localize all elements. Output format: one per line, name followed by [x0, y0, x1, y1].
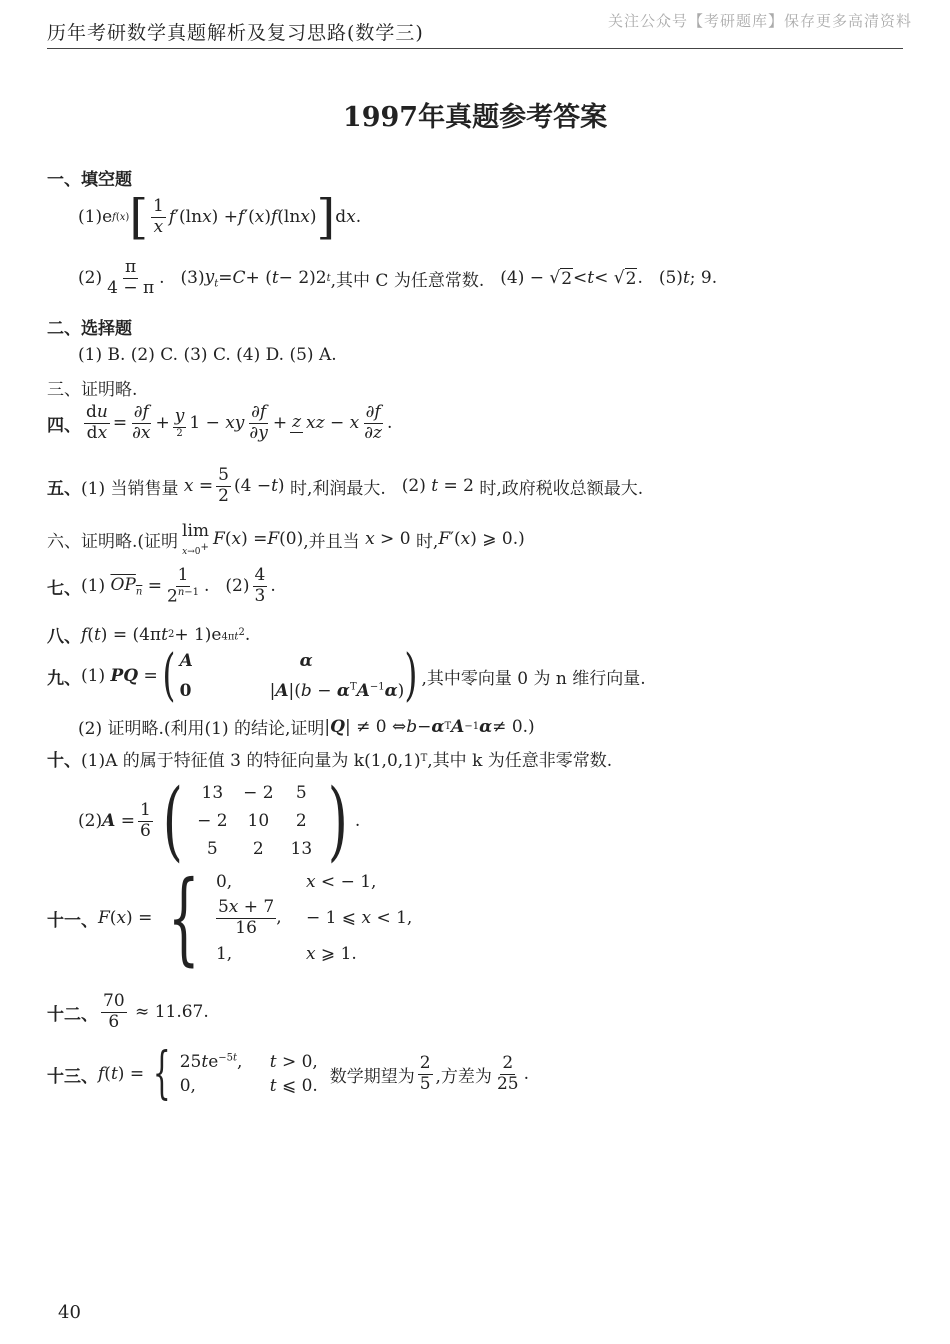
answer-1-2-5: (2) $\frac{\pi}{4 - \pi}$ . (3) $y_t$ = C + ( t − 2)2 t ,其中 C 为任意常数. (4) − √ 2 < t < √ 2 . (5) t ; 9. — [78, 257, 718, 298]
answer-10-2: (2) A = $\frac{1}{6}$ ( 13 − 2 5 − 2 10 2 5 2 13 ) . — [78, 771, 361, 871]
answer-12: 十二、 $\frac{70}{6}$ ≈ 11.67. — [47, 991, 209, 1032]
answer-2: (1) B. (2) C. (3) C. (4) D. (5) A. — [78, 345, 337, 365]
answer-9-1: 九、 (1) PQ = ( A α 0 $|A|(b - \alpha^TA^{-1}\alpha)$ ) ,其中零向量 0 为 n 维行向量. — [47, 643, 646, 708]
answer-10-1: 十、 (1)A 的属于特征值 3 的特征向量为 k(1,0,1) T ,其中 k 为任意非零常数. — [47, 751, 613, 771]
answer-7: 七、 (1) $OP_n$ = $\frac{1}{2^{n-1}}$ . (2) $\frac{4}{3}$ . — [47, 565, 276, 607]
page-number: 40 — [58, 1302, 81, 1323]
watermark-text: 关注公众号【考研题库】保存更多高清资料 — [607, 12, 912, 30]
answer-8: 八、 f ( t ) = (4π t 2 + 1)e $4\pi t^2$ . — [47, 624, 251, 647]
answer-1-1: (1)e f(x) [ $\frac{1}{x}$ f ′(ln x ) + f ′( x ) f (ln x ) ] d x . — [78, 189, 362, 245]
header-divider — [47, 48, 903, 49]
section-2-heading: 二、选择题 — [47, 319, 132, 339]
answer-11: 十一、 F ( x ) = { 0, x < − 1, $\frac{5x + 7}{16}$ , − 1 ⩽ x < 1, 1, x ⩾ 1. — [47, 859, 413, 976]
answer-13: 十三、 f ( t ) = { $25te^{-5t}$, t > 0, 0, t ⩽ 0. 数学期望为 $\frac{2}{5}$ ,方差为 $\frac{2}{25}$ . — [47, 1041, 529, 1106]
section-1-heading: 一、填空题 — [47, 170, 132, 190]
section-3: 三、证明略. — [47, 380, 138, 400]
running-header: 历年考研数学真题解析及复习思路(数学三) — [47, 22, 424, 44]
q3-note: ,其中 C 为任意常数. — [330, 270, 485, 291]
page-title: 1997年真题参考答案 — [342, 102, 608, 133]
answer-6: 六、证明略. (证明 lim x→0+ F ( x ) = F (0) ,并且当 x > 0 时, F ′( x ) ⩾ 0.) — [47, 521, 525, 557]
answer-9-2: (2) 证明略.(利用(1) 的结论,证明 | Q | ≠ 0 ⇔ b − α T A −1 α ≠ 0.) — [78, 716, 535, 739]
answer-4: 四、 $\frac{du}{dx}$ = $\frac{\partial f}{\partial x}$ + $\frac{y}{2}$ 1 − xy $\frac{\partial f}{\partial y}$ + z xz − x $\frac{\partial f}{\partial z}$ . — [47, 402, 393, 443]
answer-5: 五、 (1) 当销售量 x = $\frac{5}{2}$ (4 − t ) 时,利润最大. (2) t = 2 时,政府税收总额最大. — [47, 465, 644, 506]
